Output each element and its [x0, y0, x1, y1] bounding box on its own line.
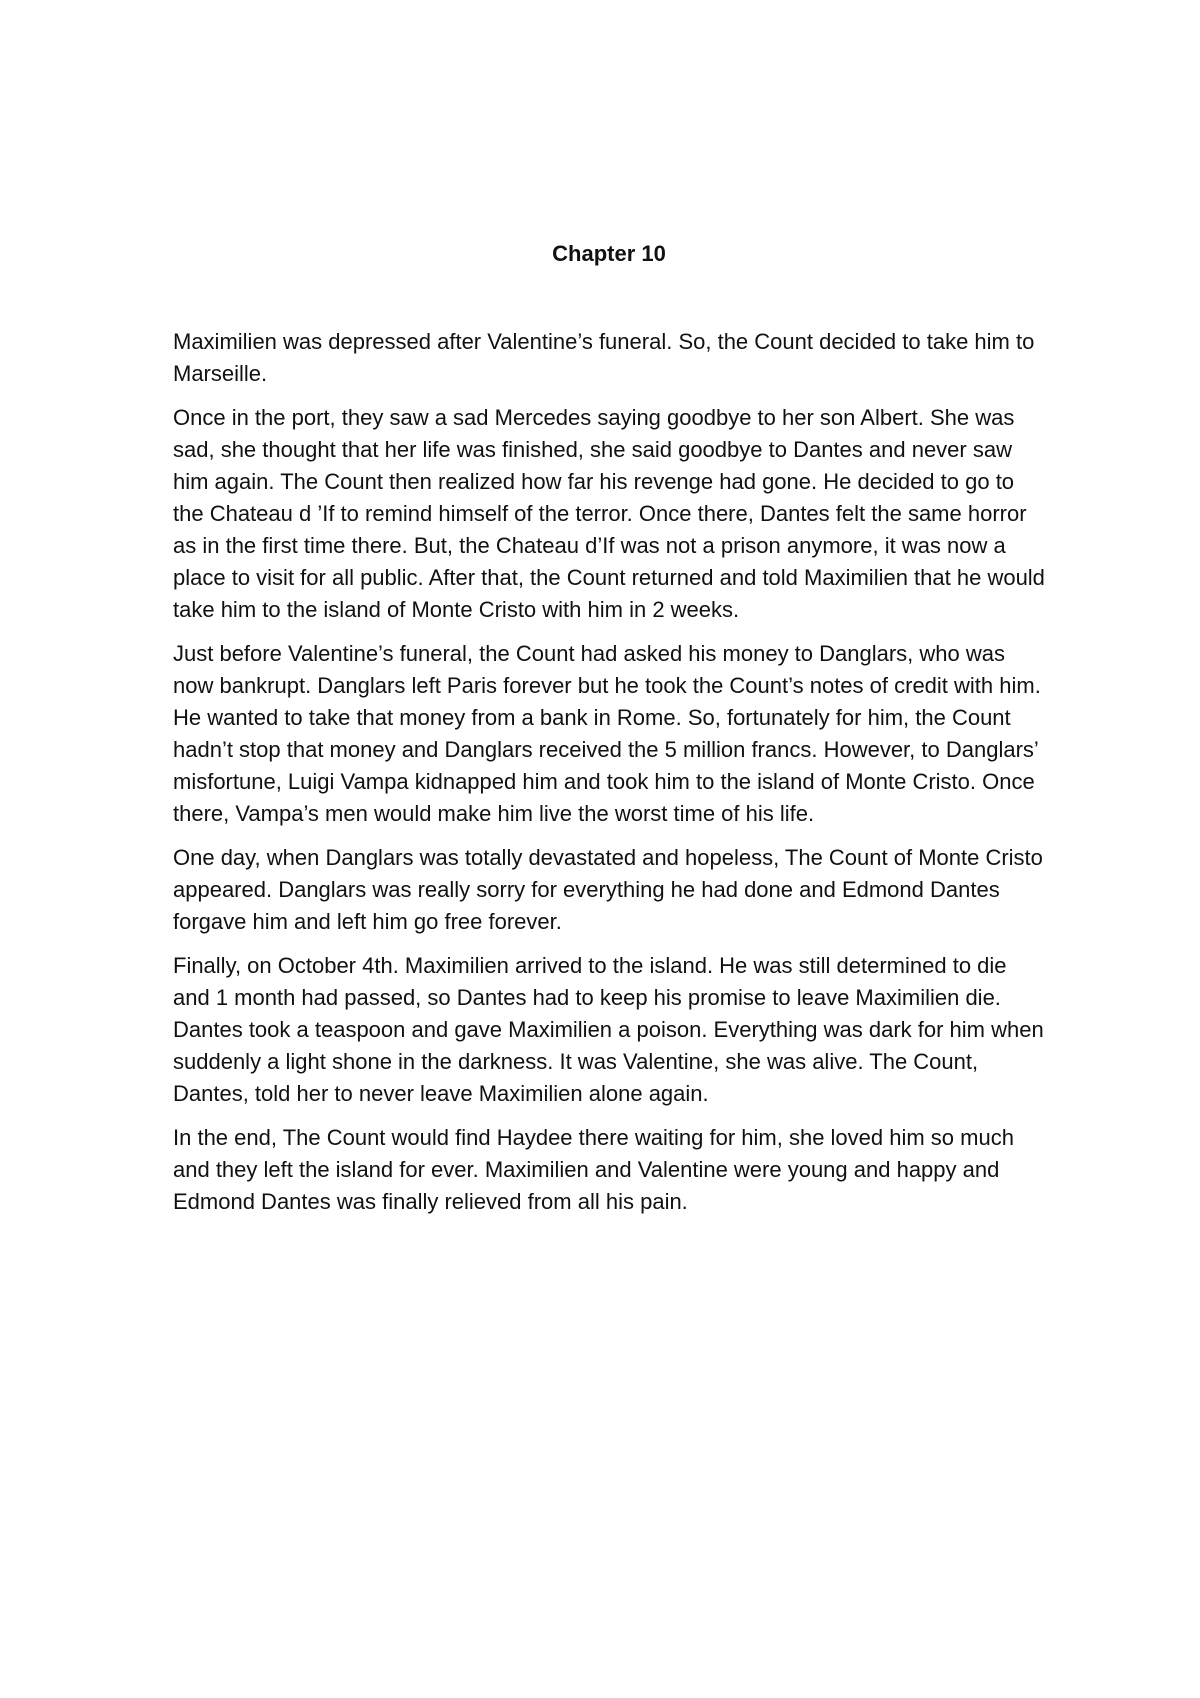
document-body: [173, 238, 1045, 1230]
paragraph-5: Finally, on October 4th. Maximilien arrived to the island. He was still determined to die and 1 month had passed, so Dantes had to keep his promise to leave Maximilien die. Dantes took a teaspoon and gave Maximilien a poison. Everything was dark for him when suddenly a light shone in the darkness. It was Valentine, she was alive. The Count, Dantes, told her to never leave Maximilien alone again.: [173, 953, 1044, 1106]
paragraph-1: Maximilien was depressed after Valentine’s funeral. So, the Count decided to take him to Marseille.: [173, 329, 1035, 386]
paragraph-6: In the end, The Count would find Haydee there waiting for him, she loved him so much and they left the island for ever. Maximilien and Valentine were young and happy and Edmond Dantes was finally relieved from all his pain.: [173, 1125, 1014, 1214]
paragraph-2: Once in the port, they saw a sad Mercedes saying goodbye to her son Albert. She was sad, she thought that her life was finished, she said goodbye to Dantes and never saw him again. The Count then realized how far his revenge had gone. He decided to go to the Chateau d ’If to remind himself of the terror. Once there, Dantes felt the same horror as in the first time there. But, the Chateau d’If was not a prison anymore, it was now a place to visit for all public. After that, the Count returned and told Maximilien that he would take him to the island of Monte Cristo with him in 2 weeks.: [173, 405, 1045, 622]
paragraph-4: One day, when Danglars was totally devastated and hopeless, The Count of Monte Cristo appeared. Danglars was really sorry for everything he had done and Edmond Dantes forgave him and left him go free forever.: [173, 845, 1043, 934]
chapter-title: Chapter 10: [552, 241, 666, 266]
paragraph-3: Just before Valentine’s funeral, the Count had asked his money to Danglars, who was now bankrupt. Danglars left Paris forever but he took the Count’s notes of credit with him. He wanted to take that money from a bank in Rome. So, fortunately for him, the Count hadn’t stop that money and Danglars received the 5 million francs. However, to Danglars’ misfortune, Luigi Vampa kidnapped him and took him to the island of Monte Cristo. Once there, Vampa’s men would make him live the worst time of his life.: [173, 641, 1041, 826]
